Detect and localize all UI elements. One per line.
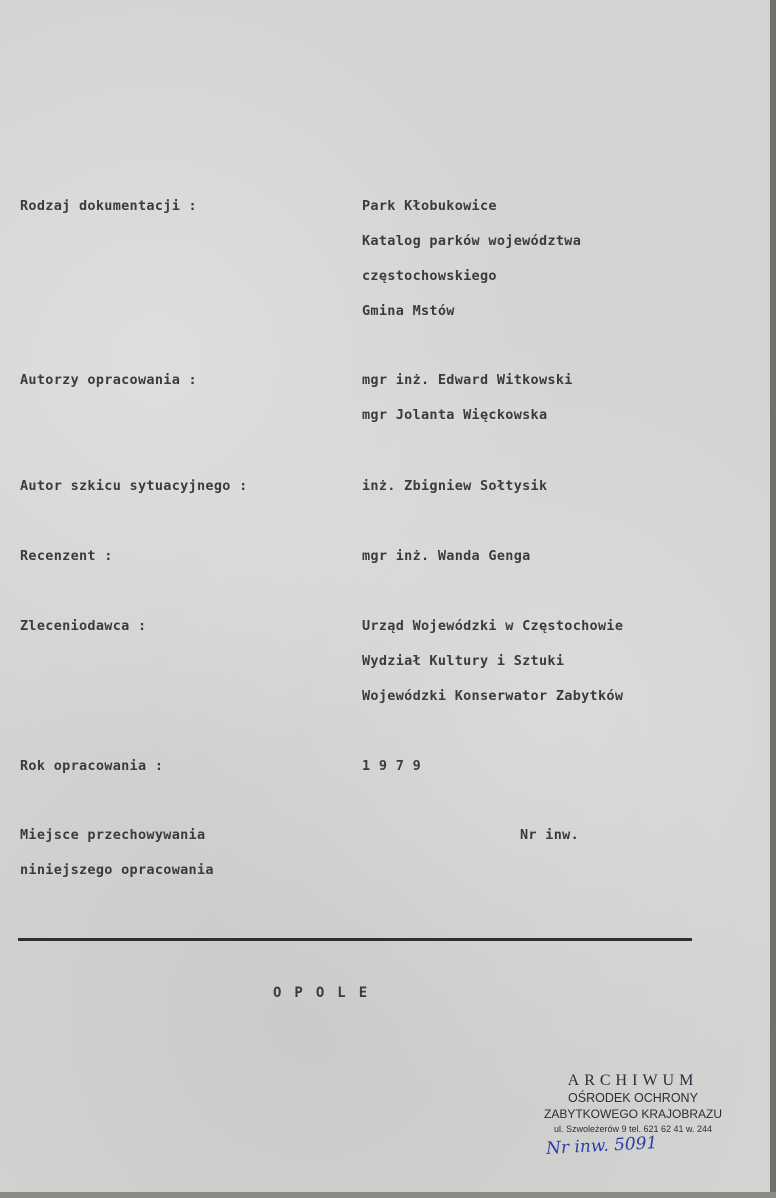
stamp-line-4: ul. Szwoleżerów 9 tel. 621 62 41 w. 244: [553, 1124, 713, 1134]
paper-edge-right: [770, 0, 776, 1198]
client-value-2: Wydział Kultury i Sztuki: [362, 653, 565, 669]
stamp-line-3: ZABYTKOWEGO KRAJOBRAZU: [543, 1107, 723, 1121]
handwritten-inventory-number: Nr inw. 5091: [545, 1133, 658, 1159]
doc-type-value-4: Gmina Mstów: [362, 303, 455, 319]
stamp-line-2: OŚRODEK OCHRONY: [568, 1091, 698, 1105]
reviewer-value: mgr inż. Wanda Genga: [362, 548, 531, 564]
sketch-author-value: inż. Zbigniew Sołtysik: [362, 478, 548, 494]
client-value-1: Urząd Wojewódzki w Częstochowie: [362, 618, 624, 634]
storage-label-1: Miejsce przechowywania: [20, 827, 206, 843]
doc-type-value-1: Park Kłobukowice: [362, 198, 497, 214]
doc-type-value-3: częstochowskiego: [362, 268, 497, 284]
client-value-3: Wojewódzki Konserwator Zabytków: [362, 688, 624, 704]
city-name: OPOLE: [273, 985, 381, 1001]
year-label: Rok opracowania :: [20, 758, 164, 774]
author-1: mgr inż. Edward Witkowski: [362, 372, 573, 388]
year-value: 1 9 7 9: [362, 758, 421, 774]
stamp-line-1: ARCHIWUM: [567, 1072, 699, 1089]
horizontal-rule: [18, 938, 692, 941]
archive-stamp: [528, 1072, 738, 1134]
storage-label-2: niniejszego opracowania: [20, 862, 214, 878]
doc-type-label: Rodzaj dokumentacji :: [20, 198, 197, 214]
inventory-label: Nr inw.: [520, 827, 579, 843]
author-2: mgr Jolanta Więckowska: [362, 407, 548, 423]
client-label: Zleceniodawca :: [20, 618, 147, 634]
reviewer-label: Recenzent :: [20, 548, 113, 564]
doc-type-value-2: Katalog parków województwa: [362, 233, 582, 249]
authors-label: Autorzy opracowania :: [20, 372, 197, 388]
sketch-author-label: Autor szkicu sytuacyjnego :: [20, 478, 248, 494]
paper-edge-bottom: [0, 1192, 776, 1198]
